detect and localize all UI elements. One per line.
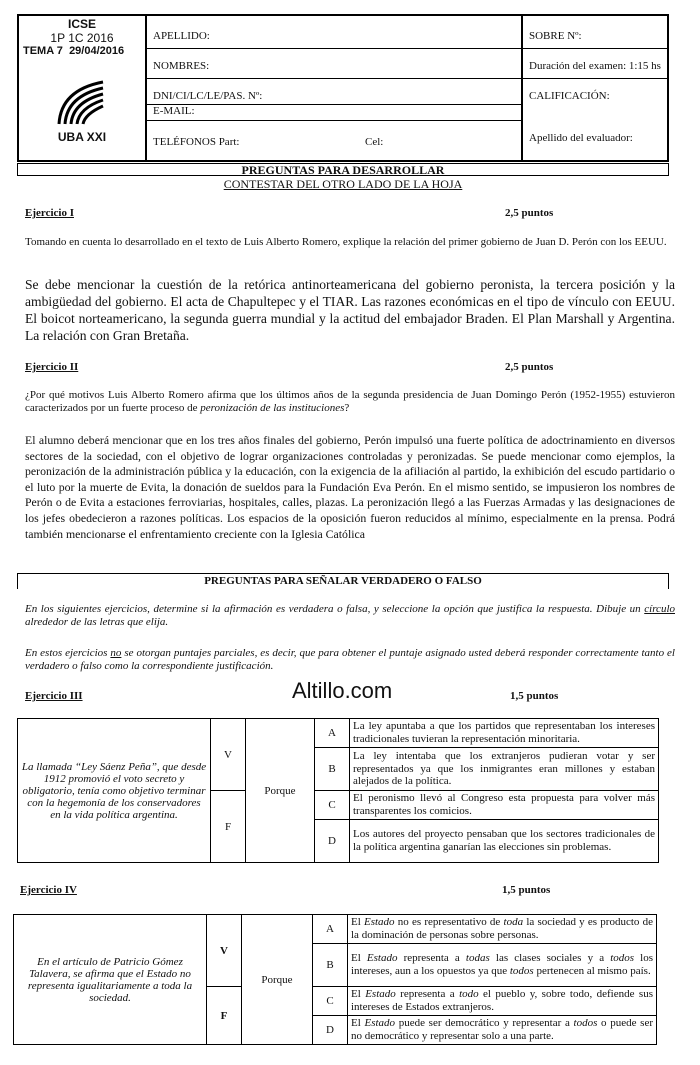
ej3-table <box>17 718 659 863</box>
ej3-letter-a[interactable]: A <box>315 719 350 748</box>
ej4-letter-a[interactable]: A <box>313 915 348 944</box>
ej3-option-f[interactable]: F <box>211 791 246 863</box>
ej4-option-f[interactable]: F <box>207 987 242 1045</box>
header-right-column <box>523 16 667 160</box>
ej1-answer: Se debe mencionar la cuestión de la retórica antinorteamericana del gobierno peronista, la tercera posición y la ambigüedad del gobierno. El acta de Chapultepec y el TIAR. Las razones económicas en el tipo de vínculo con EEUU. El boicot norteamericano, la segunda guerra mundial y la actitud del embajador Braden. El Plan Marshall y Argentina. La relación con Gran Bretaña. <box>25 277 675 343</box>
email-label: E-MAIL: <box>153 105 195 117</box>
ej3-letter-c[interactable]: C <box>315 791 350 820</box>
ej4-option-c-text: El Estado representa a todo el pueblo y, sobre todo, defiende sus intereses de Estados extranjeros. <box>348 987 657 1016</box>
ej3-option-c-text: El peronismo llevó al Congreso esta propuesta para volver más transparentes los comicios. <box>350 791 659 820</box>
exam-header <box>17 14 669 162</box>
tema-label: TEMA 7 29/04/2016 <box>23 45 125 57</box>
sobre-label: SOBRE Nº: <box>529 30 582 42</box>
ej3-option-b-text: La ley intentaba que los extranjeros pudieran votar y ser representados ya que los inmigrantes eran millones y estaban alejados de la política. <box>350 748 659 791</box>
ej3-letter-d[interactable]: D <box>315 820 350 863</box>
ej3-option-a-text: La ley apuntaba a que los partidos que representaban los intereses tradicionales tuvieran la representación minoritaria. <box>350 719 659 748</box>
section-desarrollar-title: PREGUNTAS PARA DESARROLLAR <box>17 163 669 176</box>
ej4-label: Ejercicio IV <box>20 884 77 896</box>
duracion-label: Duración del examen: 1:15 hs <box>529 60 661 72</box>
nombres-label: NOMBRES: <box>153 60 210 72</box>
dni-label: DNI/CI/LC/LE/PAS. Nº: <box>153 90 263 102</box>
ej3-option-v[interactable]: V <box>211 719 246 791</box>
ej2-label: Ejercicio II <box>25 361 79 373</box>
ej4-statement: En el artículo de Patricio Gómez Talavera, se afirma que el Estado no representa igualitariamente a toda la sociedad. <box>14 915 207 1045</box>
ej2-points: 2,5 puntos <box>505 361 554 373</box>
header-fields-column <box>147 16 523 160</box>
apellido-label: APELLIDO: <box>153 30 210 42</box>
cel-label: Cel: <box>365 136 384 148</box>
ej4-option-d-text: El Estado puede ser democrático y representar a todos o puede ser no democrático y representar solo a una parte. <box>348 1016 657 1045</box>
ej3-statement: La llamada “Ley Sáenz Peña”, que desde 1912 promovió el voto secreto y obligatorio, tenía como objetivo terminar con la hegemonía de los conservadores en la vida política argentina. <box>18 719 211 863</box>
ej4-porque: Porque <box>242 915 313 1045</box>
ej4-letter-c[interactable]: C <box>313 987 348 1016</box>
ej4-letter-d[interactable]: D <box>313 1016 348 1045</box>
ej4-table <box>13 914 657 1045</box>
ej1-question: Tomando en cuenta lo desarrollado en el texto de Luis Alberto Romero, explique la relación del primer gobierno de Juan D. Perón con los EEUU. <box>25 236 667 248</box>
ej3-letter-b[interactable]: B <box>315 748 350 791</box>
header-logo-column <box>19 16 147 160</box>
institution-label: ICSE <box>67 17 96 31</box>
section-desarrollar-subtitle: CONTESTAR DEL OTRO LADO DE LA HOJA <box>223 177 463 191</box>
vf-instruction-1: En los siguientes ejercicios, determine si la afirmación es verdadera o falsa, y seleccione la opción que justifica la respuesta. Dibuje un círculo alrededor de las letras que elija. <box>25 603 675 628</box>
ej4-points: 1,5 puntos <box>502 884 551 896</box>
ej3-points: 1,5 puntos <box>510 690 559 702</box>
ej3-option-d-text: Los autores del proyecto pensaban que los sectores tradicionales de la política argentina ganarían las elecciones sin problemas. <box>350 820 659 863</box>
telefonos-label: TELÉFONOS Part: <box>153 136 240 148</box>
calificacion-label: CALIFICACIÓN: <box>529 90 610 102</box>
ej4-option-a-text: El Estado no es representativo de toda la sociedad y es producto de la dominación de personas sobre personas. <box>348 915 657 944</box>
ej4-letter-b[interactable]: B <box>313 944 348 987</box>
ej2-question: ¿Por qué motivos Luis Alberto Romero afirma que los últimos años de la segunda presidencia de Juan Domingo Perón (1952-1955) estuvieron caracterizados por un fuerte proceso de peronización de las instituciones? <box>25 389 675 414</box>
ej2-answer: El alumno deberá mencionar que en los tres años finales del gobierno, Perón impulsó una fuerte política de adoctrinamiento en diversos sectores de la sociedad, con el objetivo de lograr organizaciones controladas y peronizadas. Se puede mencionar como ejemplos, la peronización de la administración pública y la educación, con la exigencia de la afiliación al partido, la exhibición del escudo partidario o el luto por la muerte de Evita, la donación de sueldos para la Fundación Eva Perón. En el mismo sentido, se impusieron los nombres de Perón o de Evita a estaciones ferroviarias, hospitales, calles, plazas. La peronización llegó a las Fuerzas Armadas y las designaciones de los jefes obedecieron a razones políticas. Los espacios de la oposición fueron reducidos al mínimo, especialmente en la prensa. Podrá también mencionarse el enfrentamiento creciente con la Iglesia Católica <box>25 433 675 541</box>
evaluador-label: Apellido del evaluador: <box>529 132 633 144</box>
ej4-option-v[interactable]: V <box>207 915 242 987</box>
ej4-option-b-text: El Estado representa a todas las clases sociales y a todos los intereses, aun a los opuestos ya que todos pertenecen al mismo país. <box>348 944 657 987</box>
ej1-points: 2,5 puntos <box>505 207 554 219</box>
watermark: Altillo.com <box>292 678 393 703</box>
logo-text: UBA XXI <box>57 130 107 144</box>
ej1-label: Ejercicio I <box>25 207 74 219</box>
ej3-label: Ejercicio III <box>25 690 83 702</box>
section-vf-title: PREGUNTAS PARA SEÑALAR VERDADERO O FALSO <box>17 573 669 589</box>
course-label: 1P 1C 2016 <box>50 31 114 45</box>
vf-instruction-2: En estos ejercicios no se otorgan puntajes parciales, es decir, que para obtener el puntaje asignado usted deberá responder correctamente tanto el verdadero o falso como la correspondiente justificación. <box>25 647 675 672</box>
uba-logo-icon <box>53 76 111 128</box>
ej3-porque: Porque <box>246 719 315 863</box>
